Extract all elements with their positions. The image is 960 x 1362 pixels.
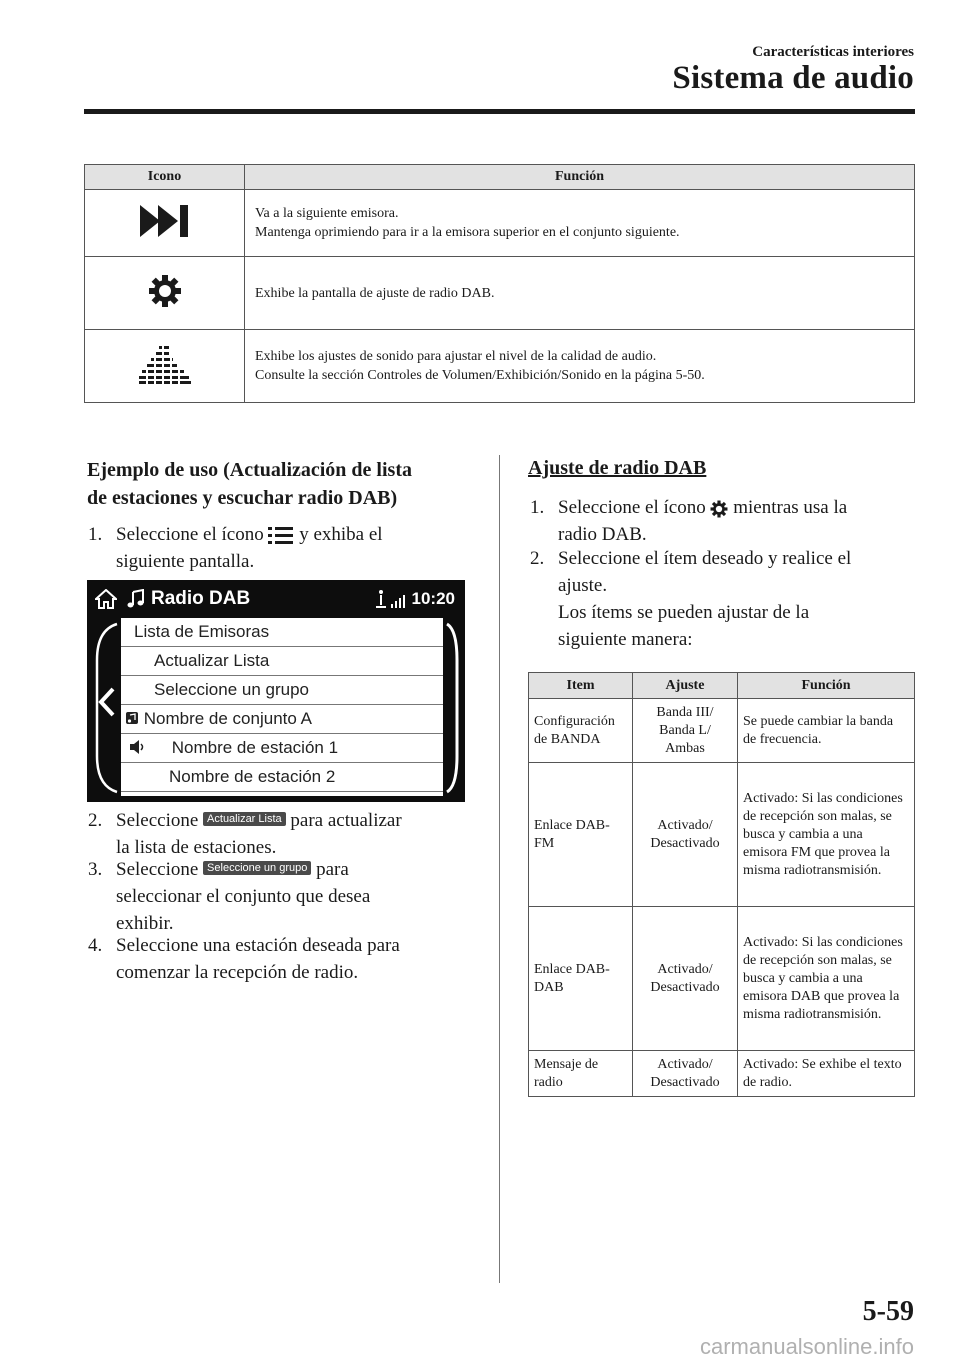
- function-cell: Activado: Si las condiciones de recepción son malas, se busca y cambia a una emisora FM que provea la misma radiotransmisión.: [738, 763, 915, 907]
- section-heading: Ajuste de radio DAB: [528, 457, 707, 479]
- step-text: comenzar la recepción de radio.: [116, 962, 359, 983]
- section-label: Características interiores: [752, 44, 914, 60]
- screen-topbar: [87, 580, 465, 618]
- step-text: la lista de estaciones.: [116, 837, 277, 858]
- setting-cell: Activado/ Desactivado: [633, 907, 738, 1051]
- step-text: Seleccione: [116, 859, 199, 880]
- step-1: [88, 521, 478, 575]
- home-icon[interactable]: [95, 589, 117, 609]
- page-title: Sistema de audio: [672, 60, 914, 96]
- step-text: radio DAB.: [558, 524, 647, 545]
- speaker-icon: [129, 739, 147, 755]
- table-row: [529, 699, 915, 763]
- step-text: Seleccione el ícono: [116, 524, 264, 545]
- gear-icon: [148, 274, 182, 308]
- select-group-button[interactable]: Seleccione un grupo: [121, 676, 443, 705]
- function-text: Exhibe los ajustes de sonido para ajustar el nivel de la calidad de audio.: [255, 349, 657, 364]
- list-item[interactable]: [121, 705, 443, 734]
- list-item[interactable]: [121, 734, 443, 763]
- skip-next-icon: [138, 203, 192, 239]
- screen-title: Radio DAB: [151, 588, 251, 609]
- table-row: [529, 1051, 915, 1097]
- step-text: mientras usa la: [733, 497, 848, 518]
- item-cell: Enlace DAB-DAB: [529, 907, 633, 1051]
- function-text: Va a la siguiente emisora.: [255, 206, 399, 221]
- step-4: [88, 932, 478, 986]
- header-divider: [84, 109, 915, 114]
- table-row: [85, 190, 915, 257]
- item-cell: Enlace DAB-FM: [529, 763, 633, 907]
- item-cell: Configuración de BANDA: [529, 699, 633, 763]
- equalizer-icon: [137, 344, 193, 384]
- watermark: carmanualsonline.info: [699, 1334, 914, 1359]
- icon-function-table: [84, 164, 915, 403]
- item-cell: Mensaje de radio: [529, 1051, 633, 1097]
- step-text: Seleccione una estación deseada para: [116, 935, 400, 956]
- step-text: Seleccione el ítem deseado y realice el: [558, 548, 852, 569]
- ensemble-icon: [125, 711, 139, 725]
- step-text: seleccionar el conjunto que desea: [116, 886, 371, 907]
- step-text: Seleccione: [116, 810, 199, 831]
- list-item[interactable]: Nombre de estación 2: [121, 763, 443, 792]
- section-heading: [87, 456, 487, 512]
- screen-clock: 10:20: [411, 589, 455, 608]
- step-text: para actualizar: [290, 810, 402, 831]
- step-text: Seleccione el ícono: [558, 497, 706, 518]
- setting-cell: Activado/ Desactivado: [633, 1051, 738, 1097]
- select-group-chip: Seleccione un grupo: [203, 861, 311, 875]
- step-number: 1.: [530, 497, 545, 518]
- col-header-icon: Icono: [85, 165, 245, 190]
- col-header-function: Función: [738, 673, 915, 699]
- function-cell: Se puede cambiar la banda de frecuencia.: [738, 699, 915, 763]
- list-icon: [268, 526, 294, 546]
- ensemble-name: Nombre de conjunto A: [143, 709, 312, 728]
- scrollbar[interactable]: [443, 620, 461, 796]
- table-row: [529, 907, 915, 1051]
- col-header-function: Función: [245, 165, 915, 190]
- signal-icon: [375, 588, 407, 610]
- update-list-chip: Actualizar Lista: [203, 812, 286, 826]
- step-text: exhibir.: [116, 913, 174, 934]
- back-arrow-icon[interactable]: [97, 686, 117, 718]
- heading-line: Ejemplo de uso (Actualización de lista: [87, 459, 412, 481]
- step-number: 3.: [88, 859, 103, 880]
- page-number: 5-59: [862, 1296, 914, 1327]
- function-text: Mantenga oprimiendo para ir a la emisora superior en el conjunto siguiente.: [255, 225, 680, 240]
- step-text: ajuste.: [558, 575, 608, 596]
- gear-icon: [710, 500, 728, 518]
- list-item[interactable]: Lista de Emisoras: [121, 618, 443, 647]
- step-1: [530, 494, 920, 548]
- heading-line: de estaciones y escuchar radio DAB): [87, 487, 398, 509]
- col-header-setting: Ajuste: [633, 673, 738, 699]
- step-number: 1.: [88, 524, 103, 545]
- table-row: [85, 330, 915, 403]
- music-note-icon: [127, 589, 145, 609]
- function-text: Consulte la sección Controles de Volumen/Exhibición/Sonido en la página 5-50.: [255, 368, 705, 383]
- step-3: [88, 856, 478, 937]
- table-row: [85, 257, 915, 330]
- column-divider: [499, 455, 500, 1283]
- step-2: [88, 807, 478, 861]
- station-list: [121, 618, 443, 796]
- function-cell: Activado: Si las condiciones de recepción son malas, se busca y cambia a una emisora DAB que provea la misma radiotransmisión.: [738, 907, 915, 1051]
- step-text: Los ítems se pueden ajustar de la: [558, 602, 810, 623]
- function-text: Exhibe la pantalla de ajuste de radio DAB.: [255, 285, 495, 301]
- step-number: 2.: [530, 548, 545, 569]
- radio-screen: [87, 580, 465, 802]
- step-2: [530, 545, 920, 653]
- update-list-button[interactable]: Actualizar Lista: [121, 647, 443, 676]
- col-header-item: Item: [529, 673, 633, 699]
- table-row: [529, 763, 915, 907]
- function-cell: Activado: Se exhibe el texto de radio.: [738, 1051, 915, 1097]
- station-name: Nombre de estación 1: [171, 738, 339, 757]
- settings-table: [528, 672, 915, 1097]
- step-text: para: [316, 859, 349, 880]
- setting-cell: Activado/ Desactivado: [633, 763, 738, 907]
- step-text: y exhiba el: [299, 524, 383, 545]
- step-text: siguiente pantalla.: [116, 551, 255, 572]
- step-number: 2.: [88, 810, 103, 831]
- step-text: siguiente manera:: [558, 629, 693, 650]
- step-number: 4.: [88, 935, 103, 956]
- setting-cell: Banda III/ Banda L/ Ambas: [633, 699, 738, 763]
